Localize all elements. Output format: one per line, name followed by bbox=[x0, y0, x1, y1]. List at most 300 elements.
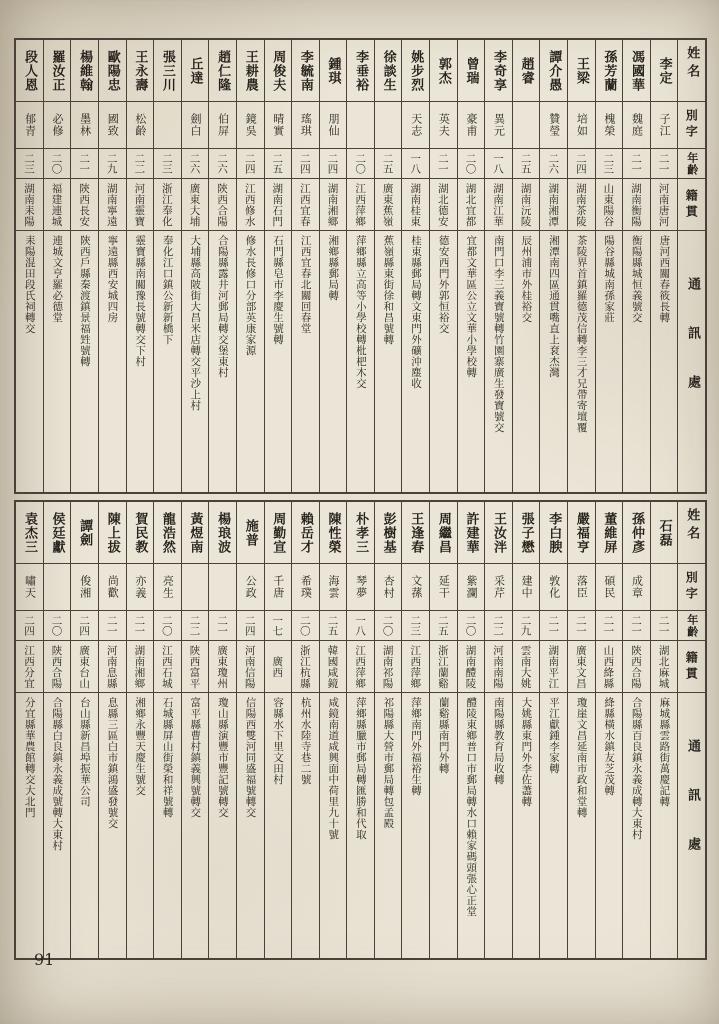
person-column bbox=[650, 502, 678, 958]
person-courtesy-name: 杏村 bbox=[375, 563, 402, 610]
person-age: 二二 bbox=[485, 610, 512, 640]
person-name: 徐談生 bbox=[380, 49, 396, 92]
person-address: 蕉嶺縣東街徐和昌號轉 bbox=[375, 230, 402, 492]
person-address: 連城文亨羅必德堂 bbox=[44, 230, 71, 492]
person-courtesy-name: 劍白 bbox=[182, 101, 209, 148]
person-name: 段人恩 bbox=[21, 49, 37, 92]
person-age: 一八 bbox=[347, 610, 374, 640]
person-address: 南門口李三義寶號轉竹園寨廣生發寶號交 bbox=[485, 230, 512, 492]
person-age: 二二 bbox=[182, 610, 209, 640]
person-address: 合陽縣露井河郵局轉交堡東村 bbox=[209, 230, 236, 492]
person-name: 李毓南 bbox=[297, 49, 313, 92]
person-column bbox=[126, 40, 154, 492]
person-column bbox=[401, 502, 429, 958]
person-name: 郭杰 bbox=[435, 56, 451, 85]
person-native-place: 湖北德安 bbox=[430, 178, 457, 230]
person-name: 鍾琪 bbox=[325, 56, 341, 85]
person-column bbox=[595, 40, 623, 492]
person-native-place: 江西萍鄉 bbox=[347, 178, 374, 230]
person-courtesy-name: 嘯天 bbox=[16, 563, 43, 610]
person-native-place: 陝西合陽 bbox=[44, 640, 71, 692]
person-courtesy-name bbox=[347, 101, 374, 148]
person-native-place: 湖北宜都 bbox=[458, 178, 485, 230]
person-age: 二〇 bbox=[44, 148, 71, 178]
person-age: 二四 bbox=[71, 610, 98, 640]
person-address: 萍鄉縣立高等小學校轉枇杷木交 bbox=[347, 230, 374, 492]
person-native-place: 湖南沅陵 bbox=[513, 178, 540, 230]
person-courtesy-name: 郁青 bbox=[16, 101, 43, 148]
person-name: 周繼昌 bbox=[435, 511, 451, 554]
person-address: 絳縣橫水鎮友芝茂轉 bbox=[596, 692, 623, 958]
person-age: 二一 bbox=[623, 148, 650, 178]
person-native-place: 江西萍鄉 bbox=[347, 640, 374, 692]
person-column bbox=[181, 502, 209, 958]
person-age: 二三 bbox=[402, 610, 429, 640]
person-name: 施普 bbox=[242, 518, 258, 547]
header-native-place: 籍貫 bbox=[678, 640, 705, 692]
person-column bbox=[622, 502, 650, 958]
person-column bbox=[539, 502, 567, 958]
person-courtesy-name bbox=[154, 101, 181, 148]
person-age: 二一 bbox=[99, 610, 126, 640]
person-age: 二六 bbox=[182, 148, 209, 178]
person-age: 二一 bbox=[430, 148, 457, 178]
person-column bbox=[264, 40, 292, 492]
person-name: 楊維翰 bbox=[77, 49, 93, 92]
person-native-place: 湖南石門 bbox=[265, 178, 292, 230]
person-native-place: 韓國咸鏡 bbox=[320, 640, 347, 692]
page-number: 91 bbox=[34, 950, 55, 969]
person-name: 周俊夫 bbox=[270, 49, 286, 92]
person-courtesy-name: 落臣 bbox=[568, 563, 595, 610]
person-address: 祁陽縣大營市郵局轉包孟殿 bbox=[375, 692, 402, 958]
header-age: 年齡 bbox=[678, 148, 705, 178]
person-native-place: 廣東台山 bbox=[71, 640, 98, 692]
person-courtesy-name: 必修 bbox=[44, 101, 71, 148]
person-column bbox=[98, 502, 126, 958]
person-age: 二六 bbox=[209, 148, 236, 178]
person-name: 朴孝三 bbox=[353, 511, 369, 554]
person-courtesy-name: 墨林 bbox=[71, 101, 98, 148]
person-name: 孫仲彥 bbox=[629, 511, 645, 554]
person-address: 奉化江口鎮公新新橋下 bbox=[154, 230, 181, 492]
person-name: 許建華 bbox=[463, 511, 479, 554]
person-name: 侯廷獻 bbox=[49, 511, 65, 554]
person-age: 二九 bbox=[99, 148, 126, 178]
person-column bbox=[70, 40, 98, 492]
person-address: 信陽西雙河同盛福號轉交 bbox=[237, 692, 264, 958]
person-address: 陽谷縣城南孫家莊 bbox=[596, 230, 623, 492]
person-age: 二一 bbox=[623, 610, 650, 640]
person-name: 馮國華 bbox=[629, 49, 645, 92]
header-age: 年齡 bbox=[678, 610, 705, 640]
person-age: 二三 bbox=[596, 148, 623, 178]
person-age: 二一 bbox=[71, 148, 98, 178]
person-age: 二五 bbox=[265, 148, 292, 178]
person-name: 石磊 bbox=[656, 518, 672, 547]
person-courtesy-name: 天志 bbox=[402, 101, 429, 148]
person-native-place: 雲南大姚 bbox=[513, 640, 540, 692]
person-address: 湘鄉縣郵局轉 bbox=[320, 230, 347, 492]
person-name: 張子懋 bbox=[518, 511, 534, 554]
person-column bbox=[429, 502, 457, 958]
person-name: 李垂裕 bbox=[353, 49, 369, 92]
person-courtesy-name: 瑤琪 bbox=[292, 101, 319, 148]
directory-table-top bbox=[14, 38, 707, 494]
person-courtesy-name: 海雲 bbox=[320, 563, 347, 610]
person-name: 嚴福亨 bbox=[573, 511, 589, 554]
person-name: 王汝泮 bbox=[491, 511, 507, 554]
person-address: 辰州浦市外桂裕交 bbox=[513, 230, 540, 492]
person-name: 曾瑞 bbox=[463, 56, 479, 85]
person-age: 一八 bbox=[402, 148, 429, 178]
person-native-place: 湖北麻城 bbox=[651, 640, 678, 692]
person-address: 宜都文華區公立文華小學校轉 bbox=[458, 230, 485, 492]
person-address: 石城縣屏山街榮和祥號轉 bbox=[154, 692, 181, 958]
person-age: 二四 bbox=[16, 610, 43, 640]
person-address: 萍鄉南門外福裕生轉 bbox=[402, 692, 429, 958]
person-name: 楊琅波 bbox=[215, 511, 231, 554]
person-name: 丘達 bbox=[187, 56, 203, 85]
person-courtesy-name: 培如 bbox=[568, 101, 595, 148]
person-native-place: 湖南茶陵 bbox=[568, 178, 595, 230]
person-courtesy-name: 琴夢 bbox=[347, 563, 374, 610]
person-column bbox=[70, 502, 98, 958]
directory-table-bottom bbox=[14, 500, 707, 960]
person-address: 湘鄉永豐天慶生號交 bbox=[127, 692, 154, 958]
person-name: 張三川 bbox=[159, 49, 175, 92]
person-native-place: 山東陽谷 bbox=[596, 178, 623, 230]
person-address: 瓊山縣演豐市豐記號轉交 bbox=[209, 692, 236, 958]
person-column bbox=[16, 40, 43, 492]
person-age: 二九 bbox=[513, 610, 540, 640]
person-name: 李白腴 bbox=[546, 511, 562, 554]
person-address: 大埔縣高陂街大昌米店轉交平沙上村 bbox=[182, 230, 209, 492]
person-address: 分宜縣華農館轉交大北門 bbox=[16, 692, 43, 958]
person-courtesy-name: 建中 bbox=[513, 563, 540, 610]
person-native-place: 江西修水 bbox=[237, 178, 264, 230]
person-age: 二六 bbox=[540, 148, 567, 178]
person-courtesy-name: 文蓀 bbox=[402, 563, 429, 610]
person-native-place: 河南靈寶 bbox=[127, 178, 154, 230]
person-courtesy-name: 采芹 bbox=[485, 563, 512, 610]
person-courtesy-name bbox=[209, 563, 236, 610]
person-address: 湘潭南四區通貫嘴直上袞杰灣 bbox=[540, 230, 567, 492]
person-address: 息縣三區白市鎮鴻盛發號交 bbox=[99, 692, 126, 958]
person-native-place: 湖南醴陵 bbox=[458, 640, 485, 692]
person-age: 二四 bbox=[292, 148, 319, 178]
person-courtesy-name: 亦義 bbox=[127, 563, 154, 610]
person-name: 周勤宣 bbox=[270, 511, 286, 554]
person-age: 二〇 bbox=[44, 610, 71, 640]
person-column bbox=[374, 40, 402, 492]
person-column bbox=[319, 40, 347, 492]
person-age: 二一 bbox=[596, 610, 623, 640]
person-address: 萍鄉縣臘市郵局轉匯勝和代取 bbox=[347, 692, 374, 958]
person-courtesy-name: 贊瑩 bbox=[540, 101, 567, 148]
person-column bbox=[595, 502, 623, 958]
person-courtesy-name bbox=[44, 563, 71, 610]
person-address: 江西宜春北關回春堂 bbox=[292, 230, 319, 492]
person-column bbox=[181, 40, 209, 492]
person-column bbox=[236, 40, 264, 492]
person-name: 王逢春 bbox=[408, 511, 424, 554]
person-column bbox=[126, 502, 154, 958]
person-age: 二五 bbox=[430, 610, 457, 640]
person-native-place: 廣東文昌 bbox=[568, 640, 595, 692]
person-address: 大姚縣東門外李佐藎轉 bbox=[513, 692, 540, 958]
header-address: 通訊處 bbox=[678, 230, 705, 492]
person-native-place: 湖南祁陽 bbox=[375, 640, 402, 692]
person-age: 二一 bbox=[651, 610, 678, 640]
person-age: 二〇 bbox=[458, 610, 485, 640]
person-address: 容縣水下里文田村 bbox=[265, 692, 292, 958]
header-address: 通訊處 bbox=[678, 692, 705, 958]
person-address: 富平縣曹村鎮義興號轉交 bbox=[182, 692, 209, 958]
person-column bbox=[153, 502, 181, 958]
person-native-place: 湖南耒陽 bbox=[16, 178, 43, 230]
person-native-place: 湖南江華 bbox=[485, 178, 512, 230]
person-address: 茶陵界首鎮羅德茂信轉李三才兄帶寄壇覆 bbox=[568, 230, 595, 492]
person-courtesy-name bbox=[375, 101, 402, 148]
person-address: 陝西戶縣秦渡鎮景福甡號轉 bbox=[71, 230, 98, 492]
person-courtesy-name: 國致 bbox=[99, 101, 126, 148]
person-column bbox=[291, 40, 319, 492]
person-column bbox=[153, 40, 181, 492]
person-name: 王耕農 bbox=[242, 49, 258, 92]
person-age: 二四 bbox=[237, 610, 264, 640]
person-address: 桂東縣郵局轉文東門外礦沖塵收 bbox=[402, 230, 429, 492]
person-name: 王永壽 bbox=[132, 49, 148, 92]
person-native-place: 河南南陽 bbox=[485, 640, 512, 692]
person-column bbox=[622, 40, 650, 492]
person-address: 台山縣新昌埠振華公司 bbox=[71, 692, 98, 958]
person-name: 李定 bbox=[656, 56, 672, 85]
person-native-place: 江西萍鄉 bbox=[402, 640, 429, 692]
person-native-place: 浙江蘭谿 bbox=[430, 640, 457, 692]
person-courtesy-name: 碩民 bbox=[596, 563, 623, 610]
person-name: 陳性榮 bbox=[325, 511, 341, 554]
person-courtesy-name: 千唐 bbox=[265, 563, 292, 610]
person-courtesy-name: 亮生 bbox=[154, 563, 181, 610]
person-column bbox=[567, 502, 595, 958]
person-age: 二五 bbox=[513, 148, 540, 178]
person-name: 王梁 bbox=[573, 56, 589, 85]
person-column bbox=[264, 502, 292, 958]
person-native-place: 湖南寧遠 bbox=[99, 178, 126, 230]
person-native-place: 陝西長安 bbox=[71, 178, 98, 230]
person-name: 歐陽忠 bbox=[104, 49, 120, 92]
person-name: 趙睿 bbox=[518, 56, 534, 85]
person-courtesy-name: 槐榮 bbox=[596, 101, 623, 148]
person-courtesy-name bbox=[513, 101, 540, 148]
person-column bbox=[567, 40, 595, 492]
person-courtesy-name: 豪甫 bbox=[458, 101, 485, 148]
person-column bbox=[319, 502, 347, 958]
person-column bbox=[346, 40, 374, 492]
person-name: 袁杰三 bbox=[21, 511, 37, 554]
person-age: 一八 bbox=[485, 148, 512, 178]
person-courtesy-name: 子江 bbox=[651, 101, 678, 148]
person-native-place: 湖南湘鄉 bbox=[127, 640, 154, 692]
person-name: 黃煜南 bbox=[187, 511, 203, 554]
person-native-place: 江西石城 bbox=[154, 640, 181, 692]
person-age: 二〇 bbox=[375, 610, 402, 640]
person-address: 麻城縣雲路街萬慶記轉 bbox=[651, 692, 678, 958]
person-column bbox=[401, 40, 429, 492]
person-name: 譚介愚 bbox=[546, 49, 562, 92]
person-courtesy-name: 英夫 bbox=[430, 101, 457, 148]
person-name: 彭樹基 bbox=[380, 511, 396, 554]
person-column bbox=[429, 40, 457, 492]
person-courtesy-name: 鏡吳 bbox=[237, 101, 264, 148]
person-courtesy-name: 延干 bbox=[430, 563, 457, 610]
person-address: 合陽縣白良鎮永義成號轉大東村 bbox=[44, 692, 71, 958]
person-native-place: 湖南桂東 bbox=[402, 178, 429, 230]
person-name: 陳上拔 bbox=[104, 511, 120, 554]
person-courtesy-name: 紫瀾 bbox=[458, 563, 485, 610]
person-age: 二五 bbox=[320, 610, 347, 640]
person-native-place: 河南息縣 bbox=[99, 640, 126, 692]
person-age: 二四 bbox=[237, 148, 264, 178]
person-native-place: 廣東瓊州 bbox=[209, 640, 236, 692]
person-address: 德安西門外郭恒裕交 bbox=[430, 230, 457, 492]
person-column bbox=[539, 40, 567, 492]
person-name: 董維屏 bbox=[601, 511, 617, 554]
person-age: 二〇 bbox=[154, 610, 181, 640]
person-column bbox=[512, 40, 540, 492]
person-native-place: 江西宜春 bbox=[292, 178, 319, 230]
person-courtesy-name: 朋仙 bbox=[320, 101, 347, 148]
person-address: 唐河西關春筱長轉 bbox=[651, 230, 678, 492]
person-age: 二〇 bbox=[292, 610, 319, 640]
person-native-place: 湖南平江 bbox=[540, 640, 567, 692]
person-column bbox=[650, 40, 678, 492]
person-name: 趙仁隆 bbox=[215, 49, 231, 92]
person-name: 孫芳蘭 bbox=[601, 49, 617, 92]
person-age: 二四 bbox=[568, 148, 595, 178]
person-column bbox=[43, 40, 71, 492]
person-address: 耒陽混田段氏祠轉交 bbox=[16, 230, 43, 492]
header-courtesy-name: 別字 bbox=[678, 563, 705, 610]
person-native-place: 河南唐河 bbox=[651, 178, 678, 230]
person-native-place: 廣西 bbox=[265, 640, 292, 692]
person-column bbox=[291, 502, 319, 958]
person-age: 二三 bbox=[16, 148, 43, 178]
person-column bbox=[484, 502, 512, 958]
header-name: 姓名 bbox=[684, 46, 700, 82]
person-native-place: 陝西合陽 bbox=[209, 178, 236, 230]
person-courtesy-name: 松齡 bbox=[127, 101, 154, 148]
person-courtesy-name: 成章 bbox=[623, 563, 650, 610]
person-courtesy-name: 希璞 bbox=[292, 563, 319, 610]
person-courtesy-name bbox=[182, 563, 209, 610]
person-column bbox=[512, 502, 540, 958]
person-courtesy-name: 伯屏 bbox=[209, 101, 236, 148]
person-column bbox=[43, 502, 71, 958]
person-name: 龍浩然 bbox=[159, 511, 175, 554]
person-native-place: 陝西富平 bbox=[182, 640, 209, 692]
person-courtesy-name bbox=[651, 563, 678, 610]
person-age: 二三 bbox=[154, 148, 181, 178]
header-courtesy-name: 別字 bbox=[678, 101, 705, 148]
person-native-place: 廣東蕉嶺 bbox=[375, 178, 402, 230]
person-native-place: 廣東大埔 bbox=[182, 178, 209, 230]
person-column bbox=[236, 502, 264, 958]
person-address: 修水長修口分部英康家源 bbox=[237, 230, 264, 492]
person-age: 二一 bbox=[651, 148, 678, 178]
person-age: 二一 bbox=[209, 610, 236, 640]
person-column bbox=[484, 40, 512, 492]
person-age: 二〇 bbox=[347, 148, 374, 178]
person-age: 一七 bbox=[265, 610, 292, 640]
person-native-place: 浙江奉化 bbox=[154, 178, 181, 230]
person-address: 石門縣皂市李慶生號轉 bbox=[265, 230, 292, 492]
person-address: 咸鏡南道咸興面中荷里九十號 bbox=[320, 692, 347, 958]
person-column bbox=[208, 40, 236, 492]
person-native-place: 山西絳縣 bbox=[596, 640, 623, 692]
person-age: 二二 bbox=[127, 148, 154, 178]
person-name: 譚劍 bbox=[77, 518, 93, 547]
person-address: 衡陽縣城恒義號交 bbox=[623, 230, 650, 492]
header-name: 姓名 bbox=[684, 508, 700, 544]
person-address: 靈寶縣南關豫長號轉交下村 bbox=[127, 230, 154, 492]
person-address: 寧遠縣西安城四房 bbox=[99, 230, 126, 492]
person-name: 賴岳才 bbox=[297, 511, 313, 554]
person-column bbox=[16, 502, 43, 958]
person-address: 瓊崖文昌延南市政和堂轉 bbox=[568, 692, 595, 958]
person-native-place: 河南信陽 bbox=[237, 640, 264, 692]
person-courtesy-name: 魏庭 bbox=[623, 101, 650, 148]
person-address: 合陽縣百良鎮永義成轉大東村 bbox=[623, 692, 650, 958]
person-age: 二一 bbox=[568, 610, 595, 640]
person-address: 醴陵東鄉普口市郵局轉水口賴家碼頭張心正堂 bbox=[458, 692, 485, 958]
row-header-column bbox=[677, 502, 705, 958]
person-address: 平江獻鍾李家轉 bbox=[540, 692, 567, 958]
person-native-place: 湖南湘鄉 bbox=[320, 178, 347, 230]
person-age: 二一 bbox=[540, 610, 567, 640]
person-name: 李奇享 bbox=[491, 49, 507, 92]
person-courtesy-name: 異元 bbox=[485, 101, 512, 148]
person-column bbox=[457, 502, 485, 958]
person-column bbox=[374, 502, 402, 958]
person-native-place: 江西分宜 bbox=[16, 640, 43, 692]
person-address: 蘭谿縣南門外轉 bbox=[430, 692, 457, 958]
person-column bbox=[457, 40, 485, 492]
person-native-place: 陝西合陽 bbox=[623, 640, 650, 692]
person-name: 羅汝正 bbox=[49, 49, 65, 92]
person-column bbox=[346, 502, 374, 958]
person-column bbox=[208, 502, 236, 958]
row-header-column bbox=[677, 40, 705, 492]
person-address: 杭州水陸寺巷二號 bbox=[292, 692, 319, 958]
person-age: 二五 bbox=[375, 148, 402, 178]
person-name: 賀民教 bbox=[132, 511, 148, 554]
person-age: 二四 bbox=[320, 148, 347, 178]
person-name: 姚步烈 bbox=[408, 49, 424, 92]
person-age: 二一 bbox=[127, 610, 154, 640]
person-column bbox=[98, 40, 126, 492]
person-native-place: 湖南衡陽 bbox=[623, 178, 650, 230]
person-native-place: 湖南湘潭 bbox=[540, 178, 567, 230]
person-native-place: 浙江杭縣 bbox=[292, 640, 319, 692]
person-address: 南陽縣教育局收轉 bbox=[485, 692, 512, 958]
person-courtesy-name: 晴實 bbox=[265, 101, 292, 148]
person-courtesy-name: 敦化 bbox=[540, 563, 567, 610]
person-courtesy-name: 俊湘 bbox=[71, 563, 98, 610]
person-courtesy-name: 尚歡 bbox=[99, 563, 126, 610]
header-native-place: 籍貫 bbox=[678, 178, 705, 230]
